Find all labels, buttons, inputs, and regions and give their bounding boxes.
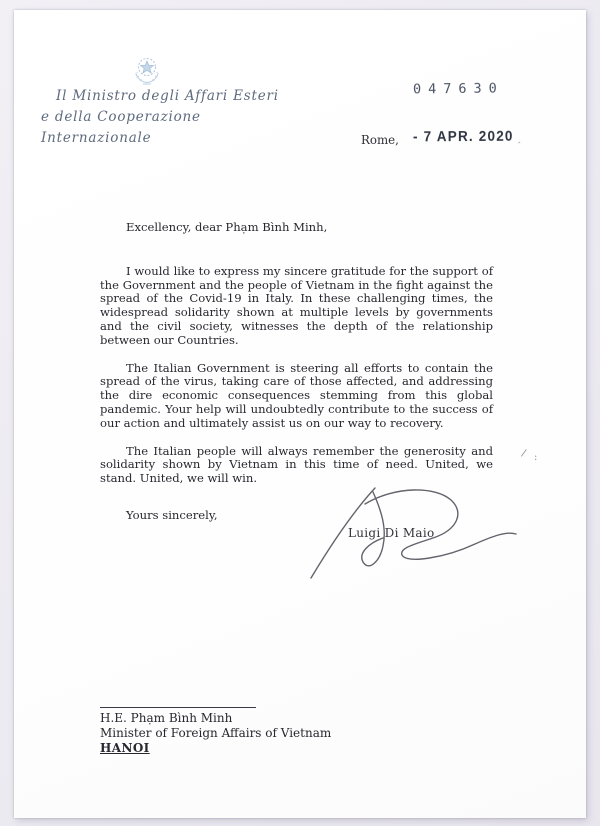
scan-artifact: :	[534, 452, 538, 463]
paragraph-1: I would like to express my sincere gratitude for the support of the Government and the people of Vietnam in the fight against the spread of the Covid-19 in Italy. In these challenging times, the widespread solidarity shown at multiple levels by governments and the civil society, witnesses the depth of the relationship between our Countries.	[100, 263, 493, 347]
italian-republic-emblem-icon	[129, 52, 165, 88]
signer-name: Luigi Di Maio	[348, 526, 435, 540]
recipient-divider	[100, 707, 256, 708]
paragraph-2: The Italian Government is steering all efforts to contain the spread of the virus, taking care of those affected, and addressing the dire economic consequences stemming from this global pandemic. Your help will undoubtedly contribute to the success of our action and ultimately assist us on our way to recovery.	[100, 360, 493, 430]
protocol-number-stamp: 047630	[412, 80, 504, 98]
date-stamp: - 7 APR. 2020	[412, 128, 514, 145]
paragraph-3: The Italian people will always remember the generosity and solidarity shown by Vietnam in this time of need. United, we stand. United, we will win.	[100, 443, 493, 486]
letterhead	[41, 86, 301, 149]
letterhead-line1: Il Ministro degli Affari Esteri	[56, 88, 279, 104]
scan-artifact: ,	[516, 134, 525, 147]
dateline	[361, 129, 514, 148]
letter-page	[14, 10, 586, 818]
signature-block	[303, 476, 523, 586]
closing: Yours sincerely,	[126, 507, 218, 522]
scan-artifact: /	[520, 447, 527, 460]
recipient-block	[100, 707, 420, 756]
salutation: Excellency, dear Phạm Bình Minh,	[126, 220, 328, 234]
recipient-city: HANOI	[100, 741, 150, 755]
dateline-place: Rome,	[361, 133, 399, 147]
recipient-title: Minister of Foreign Affairs of Vietnam	[100, 726, 332, 740]
letterhead-line2: e della Cooperazione Internazionale	[41, 109, 201, 146]
recipient-name: H.E. Phạm Bình Minh	[100, 711, 233, 725]
